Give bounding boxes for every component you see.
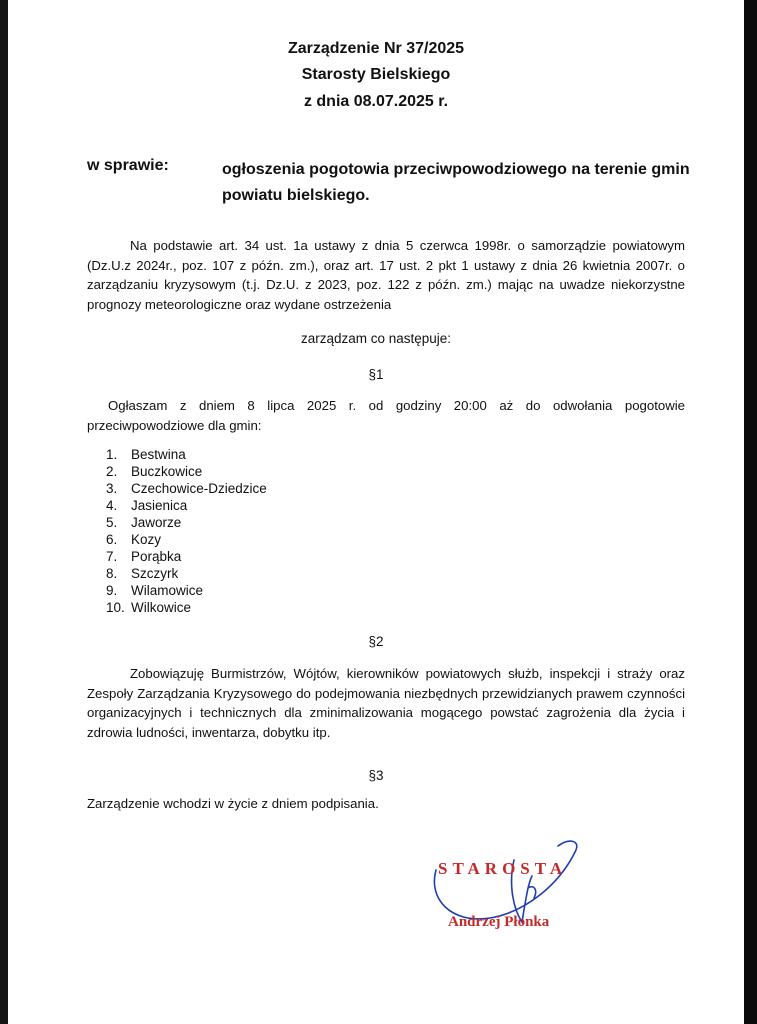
list-item-name: Bestwina: [131, 447, 186, 462]
list-item-number: 6.: [106, 532, 118, 547]
list-item-name: Jaworze: [131, 515, 182, 530]
stamp-name: Andrzej Płonka: [448, 914, 550, 930]
list-item-number: 10.: [106, 600, 125, 615]
list-item: [106, 565, 267, 582]
list-item: [106, 599, 267, 616]
list-item-number: 2.: [106, 464, 118, 479]
document-title: Zarządzenie Nr 37/2025: [287, 40, 465, 57]
right-border: [744, 0, 757, 1024]
subject-label: w sprawie:: [87, 157, 169, 174]
list-item-number: 1.: [106, 447, 118, 462]
order-phrase: zarządzam co następuje:: [300, 331, 452, 346]
list-item: [106, 582, 267, 599]
stamp-title: STAROSTA: [438, 859, 568, 878]
list-item-name: Wilamowice: [131, 583, 204, 598]
list-item: [106, 446, 267, 463]
section2-text: Zobowiązuję Burmistrzów, Wójtów, kierowników powiatowych służb, inspekcji i straży oraz Zespoły Zarządzania Kryzysowego do podejmowania niezbędnych przewidzianych prawem czynności organizacyjnych i technicznych dla zminimalizowania mogącego powstać zagrożenia dla życia i zdrowia ludności, inwentarza, dobytku itp.: [87, 666, 685, 740]
signature-scribble: [434, 841, 576, 922]
list-item-number: 4.: [106, 498, 118, 513]
section1-text: Ogłaszam z dniem 8 lipca 2025 r. od godziny 20:00 aż do odwołania pogotowie przeciwpowodziowe dla gmin:: [87, 398, 685, 433]
list-item: [106, 480, 267, 497]
list-item: [106, 514, 267, 531]
list-item: [106, 463, 267, 480]
list-item-name: Czechowice-Dziedzice: [131, 481, 267, 496]
list-item-number: 7.: [106, 549, 118, 564]
section3-heading: §3: [368, 768, 384, 783]
list-item: [106, 531, 267, 548]
section1-heading: §1: [368, 367, 384, 382]
list-item: [106, 497, 267, 514]
gmina-list: [106, 446, 267, 616]
section2-heading: §2: [368, 634, 384, 649]
list-item-name: Buczkowice: [131, 464, 203, 479]
list-item-number: 3.: [106, 481, 118, 496]
list-item-number: 8.: [106, 566, 118, 581]
list-item: [106, 548, 267, 565]
list-item-name: Wilkowice: [131, 600, 192, 615]
list-item-number: 5.: [106, 515, 118, 530]
list-item-number: 9.: [106, 583, 118, 598]
preamble: Na podstawie art. 34 ust. 1a ustawy z dnia 5 czerwca 1998r. o samorządzie powiatowym (Dz.U.z 2024r., poz. 107 z późn. zm.), oraz art. 17 ust. 2 pkt 1 ustawy z dnia 26 kwietnia 2007r. o zarządzaniu kryzysowym (t.j. Dz.U. z 2023, poz. 122 z późn. zm.) mając na uwadze niekorzystne prognozy meteorologiczne oraz wydane ostrzeżenia: [87, 238, 685, 312]
list-item-name: Jasienica: [131, 498, 188, 513]
left-border: [0, 0, 8, 1024]
issuer: Starosty Bielskiego: [301, 66, 451, 83]
document-date: z dnia 08.07.2025 r.: [303, 93, 449, 110]
list-item-name: Szczyrk: [131, 566, 179, 581]
list-item-name: Kozy: [131, 532, 162, 547]
subject-text: ogłoszenia pogotowia przeciwpowodziowego na terenie gmin powiatu bielskiego.: [222, 161, 690, 204]
list-item-name: Porąbka: [131, 549, 182, 564]
signature-stamp: [418, 826, 608, 946]
document-page: [8, 0, 744, 1024]
section3-text: Zarządzenie wchodzi w życie z dniem podpisania.: [87, 796, 379, 811]
